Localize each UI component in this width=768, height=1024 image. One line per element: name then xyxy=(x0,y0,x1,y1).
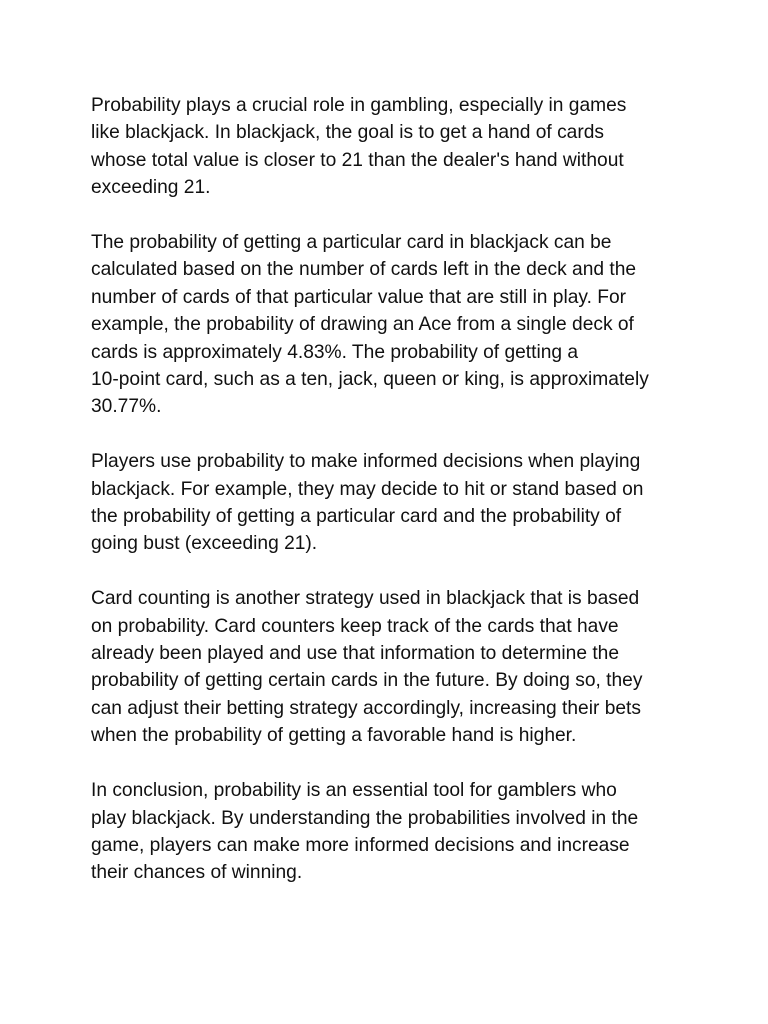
text-line: probability of getting certain cards in the future. By doing so, they xyxy=(91,670,643,692)
text-line: Players use probability to make informed decisions when playing xyxy=(91,451,641,473)
text-line: whose total value is closer to 21 than the dealer's hand without xyxy=(91,149,624,171)
paragraph-conclusion xyxy=(91,777,691,887)
paragraph-card-probability xyxy=(91,229,691,421)
text-line: example, the probability of drawing an Ace from a single deck of xyxy=(91,314,634,336)
paragraph-card-counting xyxy=(91,585,691,749)
text-line: can adjust their betting strategy accordingly, increasing their bets xyxy=(91,697,641,719)
text-line: cards is approximately 4.83%. The probability of getting a xyxy=(91,341,579,363)
text-line: 10-point card, such as a ten, jack, queen or king, is approximately xyxy=(91,369,649,391)
text-line: Card counting is another strategy used in blackjack that is based xyxy=(91,588,640,610)
text-line: exceeding 21. xyxy=(91,177,211,199)
text-line: on probability. Card counters keep track of the cards that have xyxy=(91,615,619,637)
text-line: The probability of getting a particular card in blackjack can be xyxy=(91,232,612,254)
text-line: the probability of getting a particular card and the probability of xyxy=(91,506,622,528)
text-line: calculated based on the number of cards left in the deck and the xyxy=(91,259,637,281)
text-line: game, players can make more informed decisions and increase xyxy=(91,834,630,856)
text-line: 30.77%. xyxy=(91,396,162,418)
text-line: going bust (exceeding 21). xyxy=(91,533,318,555)
text-line: blackjack. For example, they may decide to hit or stand based on xyxy=(91,478,644,500)
text-line: like blackjack. In blackjack, the goal is to get a hand of cards xyxy=(91,122,605,144)
text-line: Probability plays a crucial role in gambling, especially in games xyxy=(91,95,627,116)
paragraph-informed-decisions xyxy=(91,448,691,558)
text-line: play blackjack. By understanding the probabilities involved in the xyxy=(91,807,639,829)
paragraph-intro xyxy=(91,92,691,202)
text-line: their chances of winning. xyxy=(91,862,303,884)
text-line: when the probability of getting a favorable hand is higher. xyxy=(91,725,577,747)
text-line: already been played and use that information to determine the xyxy=(91,643,620,665)
text-line: number of cards of that particular value that are still in play. For xyxy=(91,286,627,308)
text-line: In conclusion, probability is an essential tool for gamblers who xyxy=(91,780,617,802)
document-page xyxy=(91,92,691,914)
